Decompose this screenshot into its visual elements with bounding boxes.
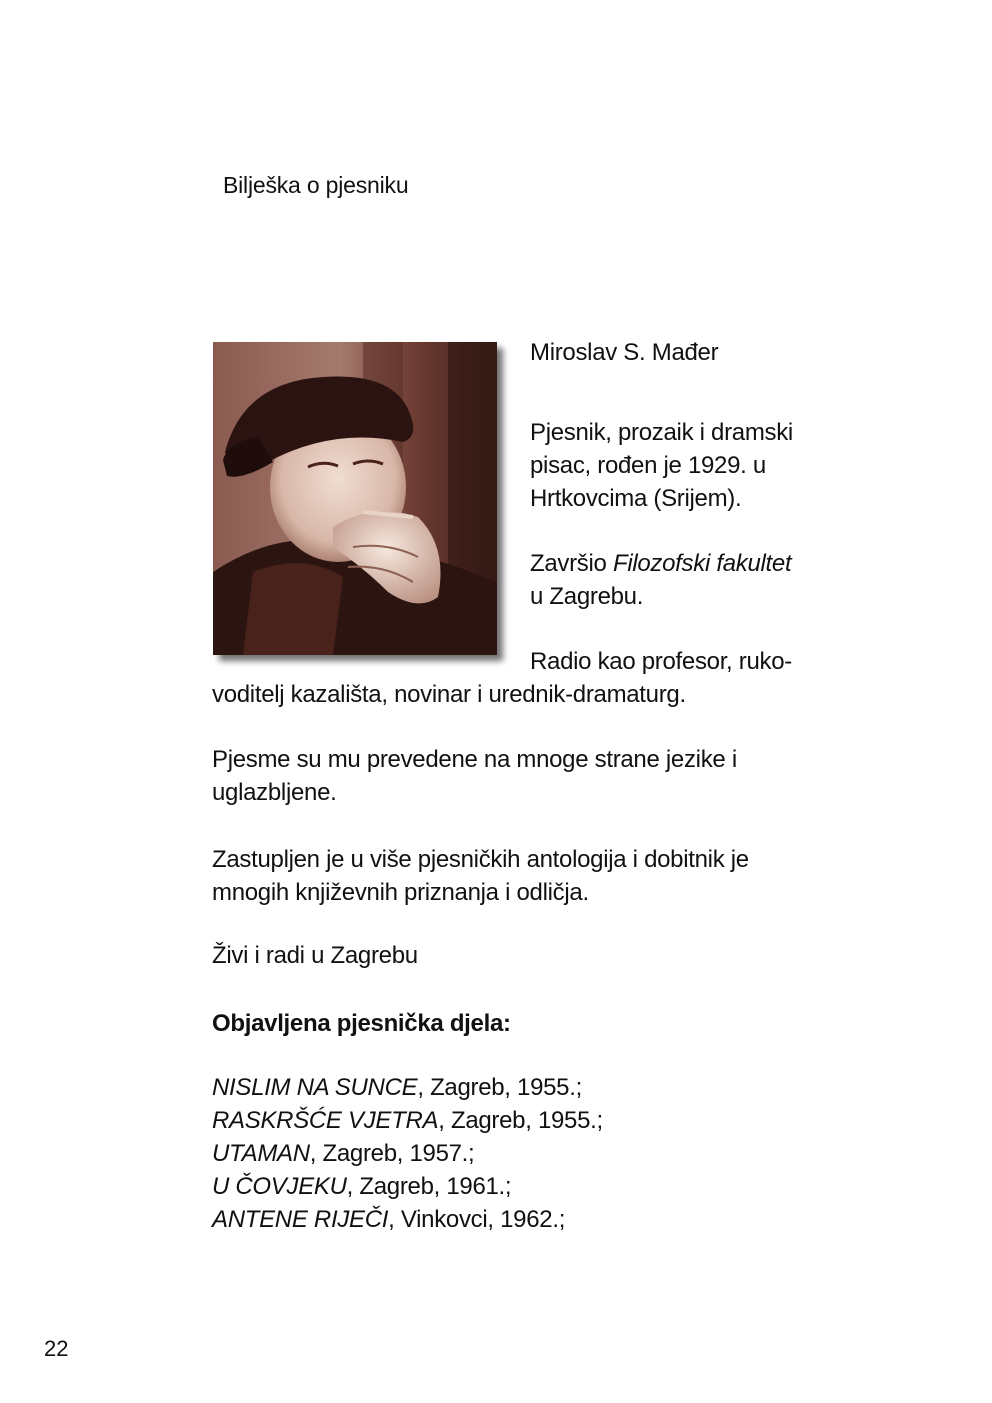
bio-line: Pjesme su mu prevedene na mnoge strane jezike i [212,746,737,773]
work-item [212,1137,603,1170]
work-details: , Zagreb, 1961.; [346,1173,512,1200]
bio-line: Pjesnik, prozaik i dramski [530,419,793,446]
work-details: , Zagreb, 1955.; [417,1074,582,1101]
work-item [212,1170,603,1203]
work-item [212,1203,603,1236]
bio-paragraph-residence: Živi i radi u Zagrebu [212,942,418,969]
author-name: Miroslav S. Mađer [530,339,719,366]
bio-paragraph-awards [212,843,749,909]
bio-paragraph-career-line1: Radio kao profesor, ruko- [530,648,792,675]
bio-line: mnogih književnih priznanja i odličja. [212,879,589,906]
bio-paragraph-translations [212,743,737,809]
bio-text: Završio [530,550,613,577]
work-details: , Vinkovci, 1962.; [388,1206,566,1233]
bio-line: pisac, rođen je 1929. u [530,452,766,479]
bio-line [530,547,791,580]
work-details: , Zagreb, 1957.; [309,1140,475,1167]
work-title: ANTENE RIJEČI [212,1206,389,1233]
page-number: 22 [44,1336,69,1361]
bio-line: u Zagrebu. [530,583,644,610]
work-item [212,1071,603,1104]
works-list [212,1071,603,1236]
works-heading: Objavljena pjesnička djela: [212,1010,511,1037]
work-title: RASKRŠĆE VJETRA [212,1107,439,1134]
bio-line: uglazbljene. [212,779,337,806]
faculty-name: Filozofski fakultet [612,550,792,577]
author-photo [213,342,497,655]
bio-line: Hrtkovcima (Srijem). [530,485,742,512]
work-title: NISLIM NA SUNCE [212,1074,418,1101]
bio-paragraph-education [530,547,791,613]
work-item [212,1104,603,1137]
bio-paragraph-career-line2: voditelj kazališta, novinar i urednik-dramaturg. [212,681,686,708]
bio-line: Zastupljen je u više pjesničkih antologija i dobitnik je [212,846,749,873]
work-title: U ČOVJEKU [212,1173,347,1200]
work-details: , Zagreb, 1955.; [438,1107,603,1134]
bio-paragraph-birth [530,416,793,515]
page-heading: Bilješka o pjesniku [223,172,409,198]
work-title: UTAMAN [212,1140,310,1167]
